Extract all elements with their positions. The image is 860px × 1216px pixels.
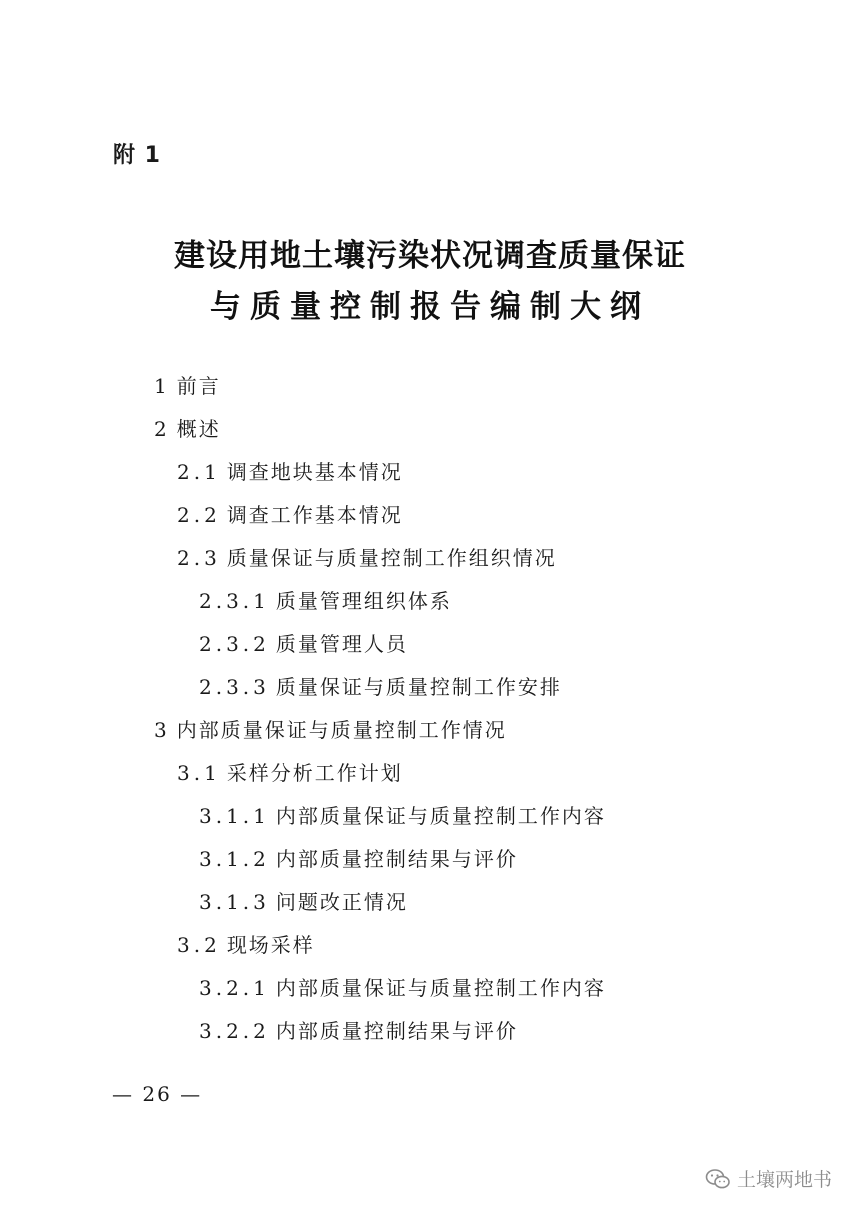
outline-item	[199, 800, 606, 829]
outline-item-text: 内部质量控制结果与评价	[275, 847, 518, 871]
outline-item	[177, 929, 315, 958]
outline-item	[154, 413, 221, 442]
outline-item-text: 质量管理组织体系	[275, 589, 452, 613]
outline-item-number: 3.2.1	[199, 976, 270, 1000]
outline-item	[177, 456, 403, 485]
outline-item-text: 前言	[176, 374, 221, 398]
outline-item-number: 2.1	[177, 460, 221, 484]
outline-item	[199, 1015, 518, 1044]
outline-item-text: 质量保证与质量控制工作组织情况	[226, 546, 557, 570]
outline-item-number: 3.1.1	[199, 804, 270, 828]
outline-item-text: 采样分析工作计划	[226, 761, 403, 785]
outline-item	[199, 671, 562, 700]
outline-item-number: 3.1.3	[199, 890, 270, 914]
watermark-text: 土壤两地书	[736, 1169, 832, 1191]
outline-item-text: 问题改正情况	[275, 890, 408, 914]
outline-item-number: 2.3.1	[199, 589, 270, 613]
outline-item-number: 2.3.3	[199, 675, 270, 699]
outline-item	[177, 499, 403, 528]
outline-item-text: 质量管理人员	[275, 632, 408, 656]
wechat-icon	[705, 1168, 731, 1190]
outline-item	[199, 972, 606, 1001]
outline-item-text: 质量保证与质量控制工作安排	[275, 675, 562, 699]
outline-item-number: 3.2.2	[199, 1019, 270, 1043]
outline-item-number: 3.1.2	[199, 847, 270, 871]
outline-item-number: 2.2	[177, 503, 221, 527]
outline-item-number: 2.3	[177, 546, 221, 570]
document-title-line-1: 建设用地土壤污染状况调查质量保证	[174, 238, 686, 274]
outline-item	[177, 542, 557, 571]
outline-item	[199, 886, 408, 915]
outline-item-text: 调查工作基本情况	[226, 503, 403, 527]
outline-item-text: 内部质量控制结果与评价	[275, 1019, 518, 1043]
outline-item	[154, 714, 507, 743]
outline-item-text: 调查地块基本情况	[226, 460, 403, 484]
watermark	[705, 1165, 832, 1192]
outline-item	[154, 370, 221, 399]
outline-item-number: 3.1	[177, 761, 221, 785]
outline-item-number: 2.3.2	[199, 632, 270, 656]
outline-item-number: 1	[154, 374, 171, 398]
outline-item-number: 3.2	[177, 933, 221, 957]
outline-item	[177, 757, 403, 786]
outline-item	[199, 585, 452, 614]
document-title-line-2: 与质量控制报告编制大纲	[210, 289, 650, 325]
outline-item-text: 内部质量保证与质量控制工作内容	[275, 976, 606, 1000]
outline-item-number: 3	[154, 718, 171, 742]
outline-item-text: 内部质量保证与质量控制工作情况	[176, 718, 507, 742]
outline-item	[199, 628, 408, 657]
attachment-label: 附 1	[113, 143, 161, 168]
outline-item	[199, 843, 518, 872]
outline-item-text: 内部质量保证与质量控制工作内容	[275, 804, 606, 828]
outline-item-number: 2	[154, 417, 171, 441]
outline-item-text: 概述	[176, 417, 221, 441]
outline-item-text: 现场采样	[226, 933, 315, 957]
page-number: — 26 —	[112, 1082, 203, 1106]
